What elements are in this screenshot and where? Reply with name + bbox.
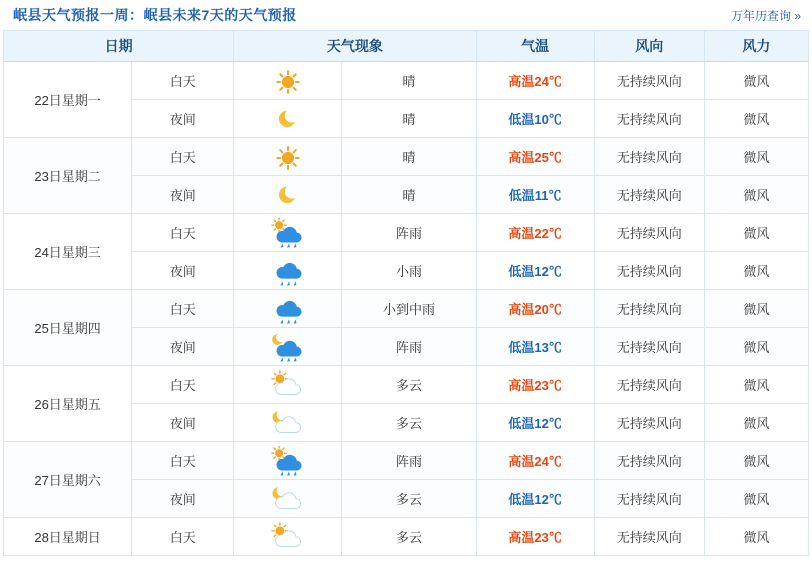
table-row bbox=[4, 214, 809, 252]
forecast-period-cell: 白天 bbox=[132, 518, 234, 556]
forecast-date-cell: 23日星期二 bbox=[4, 138, 132, 214]
temperature-cell bbox=[476, 480, 594, 518]
wind-direction-cell: 无持续风向 bbox=[594, 518, 704, 556]
temperature-cell bbox=[476, 214, 594, 252]
page-container bbox=[3, 0, 809, 556]
forecast-period-cell: 白天 bbox=[132, 214, 234, 252]
temperature-value: 低温12℃ bbox=[508, 492, 562, 507]
forecast-date-cell: 24日星期三 bbox=[4, 214, 132, 290]
sun-shower-icon bbox=[268, 218, 308, 248]
forecast-date-cell: 25日星期四 bbox=[4, 290, 132, 366]
table-row bbox=[4, 518, 809, 556]
weather-icon-cell bbox=[234, 176, 342, 214]
forecast-period-cell: 夜间 bbox=[132, 480, 234, 518]
table-row bbox=[4, 442, 809, 480]
temperature-value: 低温11℃ bbox=[508, 188, 562, 203]
wind-power-cell: 微风 bbox=[704, 366, 808, 404]
weather-condition-cell: 阵雨 bbox=[342, 442, 476, 480]
wind-power-cell: 微风 bbox=[704, 328, 808, 366]
forecast-period-cell: 白天 bbox=[132, 442, 234, 480]
wind-power-cell: 微风 bbox=[704, 480, 808, 518]
temperature-value: 高温22℃ bbox=[508, 226, 562, 241]
temperature-cell bbox=[476, 518, 594, 556]
sun-cloud-icon bbox=[268, 370, 308, 400]
weather-condition-cell: 晴 bbox=[342, 138, 476, 176]
sun-shower-icon bbox=[268, 446, 308, 476]
temperature-cell bbox=[476, 290, 594, 328]
forecast-period-cell: 白天 bbox=[132, 290, 234, 328]
forecast-period-cell: 白天 bbox=[132, 366, 234, 404]
weather-condition-cell: 阵雨 bbox=[342, 214, 476, 252]
column-header-wind-direction: 风向 bbox=[594, 31, 704, 62]
weather-icon-cell bbox=[234, 214, 342, 252]
weather-icon-cell bbox=[234, 442, 342, 480]
temperature-cell bbox=[476, 442, 594, 480]
table-body bbox=[4, 62, 809, 556]
column-header-condition: 天气现象 bbox=[234, 31, 476, 62]
temperature-cell bbox=[476, 176, 594, 214]
forecast-date-cell: 22日星期一 bbox=[4, 62, 132, 138]
rain-icon bbox=[268, 294, 308, 324]
forecast-period-cell: 夜间 bbox=[132, 252, 234, 290]
temperature-value: 高温24℃ bbox=[508, 454, 562, 469]
forecast-period-cell: 白天 bbox=[132, 138, 234, 176]
sun-cloud-icon bbox=[268, 522, 308, 552]
wind-power-cell: 微风 bbox=[704, 442, 808, 480]
temperature-cell bbox=[476, 328, 594, 366]
weather-condition-cell: 晴 bbox=[342, 62, 476, 100]
wind-power-cell: 微风 bbox=[704, 252, 808, 290]
temperature-value: 高温23℃ bbox=[508, 378, 562, 393]
moon-cloud-icon bbox=[268, 408, 308, 438]
wind-power-cell: 微风 bbox=[704, 176, 808, 214]
weather-condition-cell: 多云 bbox=[342, 366, 476, 404]
temperature-cell bbox=[476, 366, 594, 404]
wind-power-cell: 微风 bbox=[704, 290, 808, 328]
weather-icon-cell bbox=[234, 518, 342, 556]
temperature-value: 高温20℃ bbox=[508, 302, 562, 317]
wind-direction-cell: 无持续风向 bbox=[594, 176, 704, 214]
weather-condition-cell: 多云 bbox=[342, 518, 476, 556]
wind-direction-cell: 无持续风向 bbox=[594, 214, 704, 252]
weather-condition-cell: 晴 bbox=[342, 176, 476, 214]
wind-direction-cell: 无持续风向 bbox=[594, 442, 704, 480]
column-header-temperature: 气温 bbox=[476, 31, 594, 62]
page-title: 岷县天气预报一周：岷县未来7天的天气预报 bbox=[13, 7, 297, 23]
table-row bbox=[4, 290, 809, 328]
weather-icon-cell bbox=[234, 404, 342, 442]
wind-power-cell: 微风 bbox=[704, 214, 808, 252]
forecast-period-cell: 夜间 bbox=[132, 176, 234, 214]
wind-power-cell: 微风 bbox=[704, 62, 808, 100]
wind-direction-cell: 无持续风向 bbox=[594, 62, 704, 100]
weather-forecast-table bbox=[3, 30, 809, 556]
temperature-cell bbox=[476, 404, 594, 442]
weather-icon-cell bbox=[234, 480, 342, 518]
wind-direction-cell: 无持续风向 bbox=[594, 480, 704, 518]
column-header-date: 日期 bbox=[4, 31, 234, 62]
calendar-query-link[interactable]: 万年历查询 » bbox=[730, 8, 801, 23]
temperature-value: 高温24℃ bbox=[508, 74, 562, 89]
weather-condition-cell: 多云 bbox=[342, 404, 476, 442]
temperature-cell bbox=[476, 138, 594, 176]
sun-icon bbox=[268, 142, 308, 172]
weather-icon-cell bbox=[234, 100, 342, 138]
forecast-period-cell: 白天 bbox=[132, 62, 234, 100]
wind-power-cell: 微风 bbox=[704, 138, 808, 176]
weather-icon-cell bbox=[234, 328, 342, 366]
table-row bbox=[4, 366, 809, 404]
weather-condition-cell: 晴 bbox=[342, 100, 476, 138]
wind-direction-cell: 无持续风向 bbox=[594, 290, 704, 328]
wind-power-cell: 微风 bbox=[704, 518, 808, 556]
table-row bbox=[4, 138, 809, 176]
weather-icon-cell bbox=[234, 138, 342, 176]
temperature-cell bbox=[476, 252, 594, 290]
wind-direction-cell: 无持续风向 bbox=[594, 366, 704, 404]
forecast-date-cell: 27日星期六 bbox=[4, 442, 132, 518]
wind-direction-cell: 无持续风向 bbox=[594, 404, 704, 442]
weather-icon-cell bbox=[234, 366, 342, 404]
forecast-period-cell: 夜间 bbox=[132, 328, 234, 366]
temperature-value: 高温23℃ bbox=[508, 530, 562, 545]
temperature-cell bbox=[476, 62, 594, 100]
weather-condition-cell: 小雨 bbox=[342, 252, 476, 290]
wind-direction-cell: 无持续风向 bbox=[594, 252, 704, 290]
temperature-value: 低温12℃ bbox=[508, 416, 562, 431]
temperature-value: 低温12℃ bbox=[508, 264, 562, 279]
wind-power-cell: 微风 bbox=[704, 100, 808, 138]
weather-condition-cell: 小到中雨 bbox=[342, 290, 476, 328]
moon-shower-icon bbox=[268, 332, 308, 362]
sun-icon bbox=[268, 66, 308, 96]
forecast-period-cell: 夜间 bbox=[132, 404, 234, 442]
wind-direction-cell: 无持续风向 bbox=[594, 100, 704, 138]
forecast-period-cell: 夜间 bbox=[132, 100, 234, 138]
table-row bbox=[4, 62, 809, 100]
temperature-value: 高温25℃ bbox=[508, 150, 562, 165]
rain-icon bbox=[268, 256, 308, 286]
forecast-date-cell: 26日星期五 bbox=[4, 366, 132, 442]
temperature-value: 低温10℃ bbox=[508, 112, 562, 127]
temperature-value: 低温13℃ bbox=[508, 340, 562, 355]
forecast-date-cell: 28日星期日 bbox=[4, 518, 132, 556]
weather-condition-cell: 阵雨 bbox=[342, 328, 476, 366]
column-header-wind-power: 风力 bbox=[704, 31, 808, 62]
weather-icon-cell bbox=[234, 290, 342, 328]
weather-icon-cell bbox=[234, 62, 342, 100]
page-header bbox=[3, 0, 809, 30]
table-header-row bbox=[4, 31, 809, 62]
wind-direction-cell: 无持续风向 bbox=[594, 138, 704, 176]
temperature-cell bbox=[476, 100, 594, 138]
weather-condition-cell: 多云 bbox=[342, 480, 476, 518]
weather-icon-cell bbox=[234, 252, 342, 290]
moon-icon bbox=[268, 180, 308, 210]
moon-icon bbox=[268, 104, 308, 134]
wind-power-cell: 微风 bbox=[704, 404, 808, 442]
moon-cloud-icon bbox=[268, 484, 308, 514]
wind-direction-cell: 无持续风向 bbox=[594, 328, 704, 366]
